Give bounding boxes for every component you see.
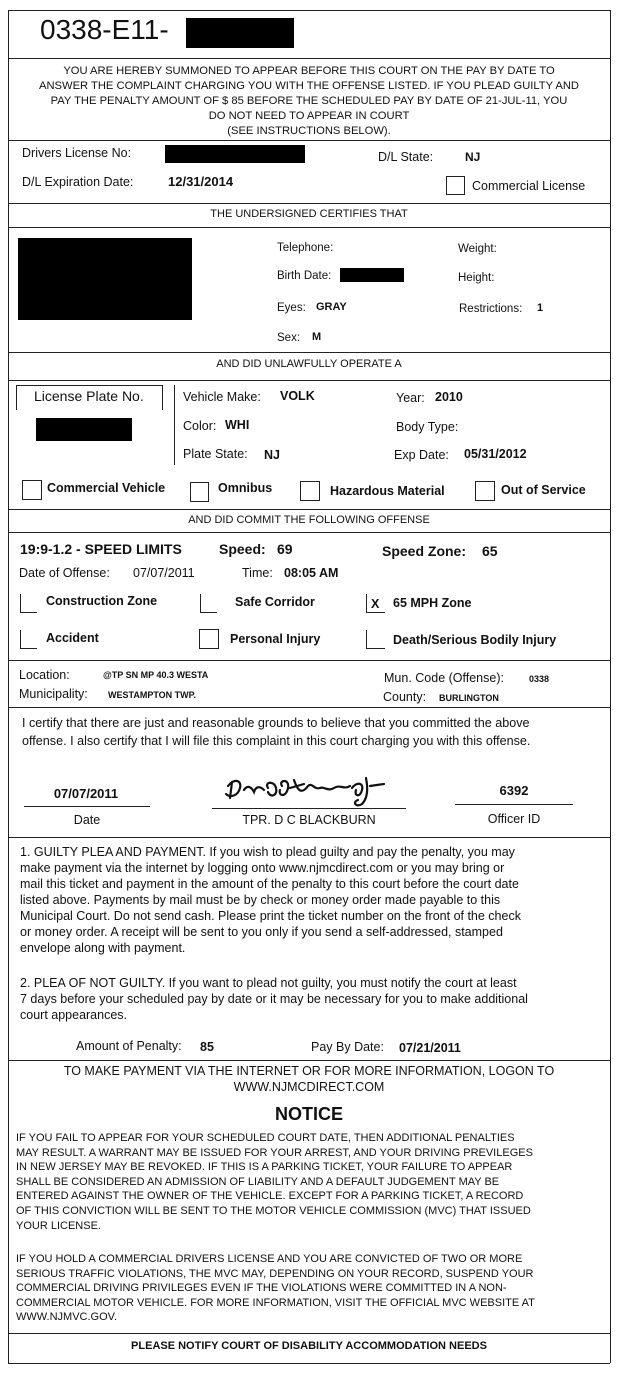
vehicle-make-value: VOLK [280, 389, 315, 403]
officer-signature [224, 774, 390, 808]
65-mph-zone-label: 65 MPH Zone [393, 596, 472, 610]
divider [8, 203, 610, 204]
eyes-label: Eyes: [277, 302, 306, 314]
plate-label: License Plate No. [34, 388, 144, 404]
plate-box-left [16, 385, 17, 410]
plate-state-value: NJ [264, 448, 280, 462]
pay-by-date-label: Pay By Date: [311, 1040, 384, 1054]
redacted-birth-date [340, 268, 404, 282]
divider [8, 227, 610, 228]
eyes-value: GRAY [316, 301, 347, 313]
accident-label: Accident [46, 631, 99, 645]
penalty-value: 85 [200, 1040, 214, 1054]
summons-text: YOU ARE HEREBY SUMMONED TO APPEAR BEFORE THIS COURT ON THE PAY BY DATE TO ANSWER THE COMPLAINT CHARGING YOU WITH THE OFFENSE LISTED. IF YOU PLEAD GUILTY AND PAY THE PENALTY AMOUNT OF $ 85 BEFORE THE SCHEDULED PAY BY DATE OF 21-JUL-11, YOU DO NOT NEED TO APPEAR IN COURT (SEE INSTRUCTIONS BELOW). [39, 65, 579, 137]
year-label: Year: [396, 391, 425, 405]
license-state-label: D/L State: [378, 150, 434, 164]
not-guilty-instructions: 2. PLEA OF NOT GUILTY. If you want to plead not guilty, you must notify the court at least 7 days before your scheduled pay by date or it may be necessary for you to make additional court appearances. [20, 976, 528, 1022]
operate-header: AND DID UNLAWFULLY OPERATE A [216, 358, 402, 370]
certification-text: I certify that there are just and reasonable grounds to believe that you committed the above offense. I also certify that I will file this complaint in this court charging you with this offense. [22, 716, 531, 748]
notice-paragraph-2: IF YOU HOLD A COMMERCIAL DRIVERS LICENSE AND YOU ARE CONVICTED OF TWO OR MORE SERIOUS TRAFFIC VIOLATIONS, THE MVC MAY, DEPENDING ON YOUR RECORD, SUSPEND YOUR COMMERCIAL DRIVING PRIVILEGES EVEN IF THE VIOLATIONS WERE COMMITTED IN A NON- COMMERCIAL MOTOR VEHICLE. FOR MORE INFORMATION, VISIT THE OFFICIAL MVC WEBSITE AT WWW.NJMVC.GOV. [16, 1253, 535, 1324]
license-state-value: NJ [465, 150, 481, 164]
offense-time-value: 08:05 AM [284, 566, 339, 580]
divider [8, 58, 610, 59]
vehicle-make-label: Vehicle Make: [183, 390, 261, 404]
divider [8, 140, 610, 141]
redacted-ticket-suffix [186, 18, 294, 48]
offense-header: AND DID COMMIT THE FOLLOWING OFFENSE [188, 514, 430, 526]
offense-date-value: 07/07/2011 [133, 566, 195, 580]
municipality-label: Municipality: [19, 687, 88, 701]
commercial-license-label: Commercial License [472, 179, 586, 193]
death-injury-label: Death/Serious Bodily Injury [393, 633, 557, 647]
speed-label: Speed: [219, 541, 266, 557]
frame-top [8, 10, 610, 11]
omnibus-checkbox[interactable] [190, 482, 209, 502]
location-label: Location: [19, 668, 70, 682]
sex-value: M [312, 331, 322, 343]
frame-left [8, 10, 9, 1363]
body-type-label: Body Type: [396, 420, 459, 434]
divider [8, 1060, 610, 1061]
telephone-label: Telephone: [277, 242, 334, 254]
guilty-plea-instructions: 1. GUILTY PLEA AND PAYMENT. If you wish to plead guilty and pay the penalty, you may make payment via the internet by logging onto www.njmcdirect.com or you may bring or mail this ticket and payment in the amount of the penalty to this court before the court date listed above. Payments by mail must be by check or money order made payable to this Municipal Court. Do not send cash. Please print the ticket number on the front of the check or money order. A receipt will be sent to you only if you send a self-addressed, stamped envelope along with payment. [20, 845, 521, 955]
plate-box-right [162, 385, 163, 410]
license-number-label: Drivers License No: [22, 146, 132, 160]
frame-bottom [8, 1363, 610, 1364]
divider [8, 380, 610, 381]
vehicle-exp-value: 05/31/2012 [464, 447, 527, 461]
officer-name: TPR. D C BLACKBURN [242, 813, 376, 827]
ticket-number: 0338-E11- [40, 14, 169, 45]
vehicle-exp-label: Exp Date: [394, 448, 449, 462]
plate-box-top [16, 385, 162, 386]
accident-checkbox[interactable] [20, 630, 37, 649]
penalty-label: Amount of Penalty: [76, 1039, 182, 1053]
notice-paragraph-1: IF YOU FAIL TO APPEAR FOR YOUR SCHEDULED COURT DATE, THEN ADDITIONAL PENALTIES MAY RESULT. A WARRANT MAY BE ISSUED FOR YOUR ARREST, AND YOUR DRIVING PREVILEGES IN NEW JERSEY MAY BE REVOKED. IF THIS IS A PARKING TICKET, YOUR FAILURE TO APPEAR SHALL BE CONSIDERED AN ADMISSION OF LIABILITY AND A DEFAULT JUDGEMENT MAY BE ENTERED AGAINST THE OWNER OF THE VEHICLE. EXCEPT FOR A PARKING TICKET, A RECORD OF THIS CONVICTION WILL BE SENT TO THE MOTOR VEHICLE COMMISSION (MVC) THAT ISSUED YOUR LICENSE. [16, 1132, 533, 1232]
divider [8, 837, 610, 838]
divider [8, 532, 610, 533]
speed-zone-label: Speed Zone: [382, 543, 467, 559]
commercial-vehicle-label: Commercial Vehicle [47, 481, 166, 495]
safe-corridor-checkbox[interactable] [200, 594, 217, 613]
officer-id-value: 6392 [499, 783, 529, 798]
weight-label: Weight: [458, 243, 497, 255]
speed-zone-value: 65 [482, 543, 498, 559]
personal-injury-label: Personal Injury [230, 632, 321, 646]
offense-date-label: Date of Offense: [19, 566, 110, 580]
construction-zone-checkbox[interactable] [20, 594, 37, 613]
speed-value: 69 [277, 541, 293, 557]
plate-divider [174, 385, 175, 465]
divider [8, 707, 610, 708]
payment-info: TO MAKE PAYMENT VIA THE INTERNET OR FOR MORE INFORMATION, LOGON TO WWW.NJMCDIRECT.COM [63, 1064, 555, 1094]
commercial-license-checkbox[interactable] [446, 176, 465, 195]
out-of-service-label: Out of Service [501, 483, 586, 497]
license-exp-label: D/L Expiration Date: [22, 175, 134, 189]
date-line [24, 806, 150, 807]
hazardous-material-checkbox[interactable] [300, 481, 320, 501]
disability-notice: PLEASE NOTIFY COURT OF DISABILITY ACCOMMODATION NEEDS [131, 1340, 487, 1352]
officer-id-label: Officer ID [487, 812, 541, 826]
signature-line [212, 808, 406, 809]
birth-date-label: Birth Date: [277, 270, 332, 282]
license-exp-value: 12/31/2014 [168, 174, 234, 189]
redacted-defendant-info [18, 238, 192, 320]
divider [8, 509, 610, 510]
redacted-plate-number [36, 418, 132, 441]
construction-zone-label: Construction Zone [46, 594, 158, 608]
restrictions-label: Restrictions: [459, 303, 523, 315]
sex-label: Sex: [277, 332, 301, 344]
plate-state-label: Plate State: [183, 447, 248, 461]
date-label: Date [73, 813, 101, 827]
county-value: BURLINGTON [439, 693, 499, 703]
frame-right [610, 10, 611, 1363]
divider [8, 660, 610, 661]
officer-id-line [455, 804, 573, 805]
signature-date: 07/07/2011 [53, 786, 119, 801]
divider [8, 1333, 610, 1334]
municipality-value: WESTAMPTON TWP. [108, 690, 197, 700]
65-mph-zone-check-mark: X [371, 597, 380, 611]
redacted-license-number [165, 145, 305, 163]
safe-corridor-label: Safe Corridor [235, 595, 315, 609]
mun-code-label: Mun. Code (Offense): [384, 671, 504, 685]
out-of-service-checkbox[interactable] [475, 481, 495, 501]
county-label: County: [383, 690, 427, 704]
personal-injury-checkbox[interactable] [199, 629, 219, 649]
omnibus-label: Omnibus [218, 481, 273, 495]
divider [8, 352, 610, 353]
hazardous-material-label: Hazardous Material [330, 484, 445, 498]
notice-title: NOTICE [274, 1104, 343, 1124]
year-value: 2010 [435, 390, 463, 404]
pay-by-date-value: 07/21/2011 [399, 1041, 461, 1055]
location-value: @TP SN MP 40.3 WESTA [103, 670, 209, 680]
color-label: Color: [183, 419, 217, 433]
certifies-header: THE UNDERSIGNED CERTIFIES THAT [210, 208, 408, 220]
offense-time-label: Time: [242, 566, 273, 580]
color-value: WHI [225, 418, 250, 432]
height-label: Height: [458, 272, 495, 284]
mun-code-value: 0338 [529, 674, 550, 684]
commercial-vehicle-checkbox[interactable] [22, 480, 42, 500]
restrictions-value: 1 [537, 302, 544, 314]
death-injury-checkbox[interactable] [366, 630, 385, 649]
statute: 19:9-1.2 - SPEED LIMITS [20, 541, 182, 557]
